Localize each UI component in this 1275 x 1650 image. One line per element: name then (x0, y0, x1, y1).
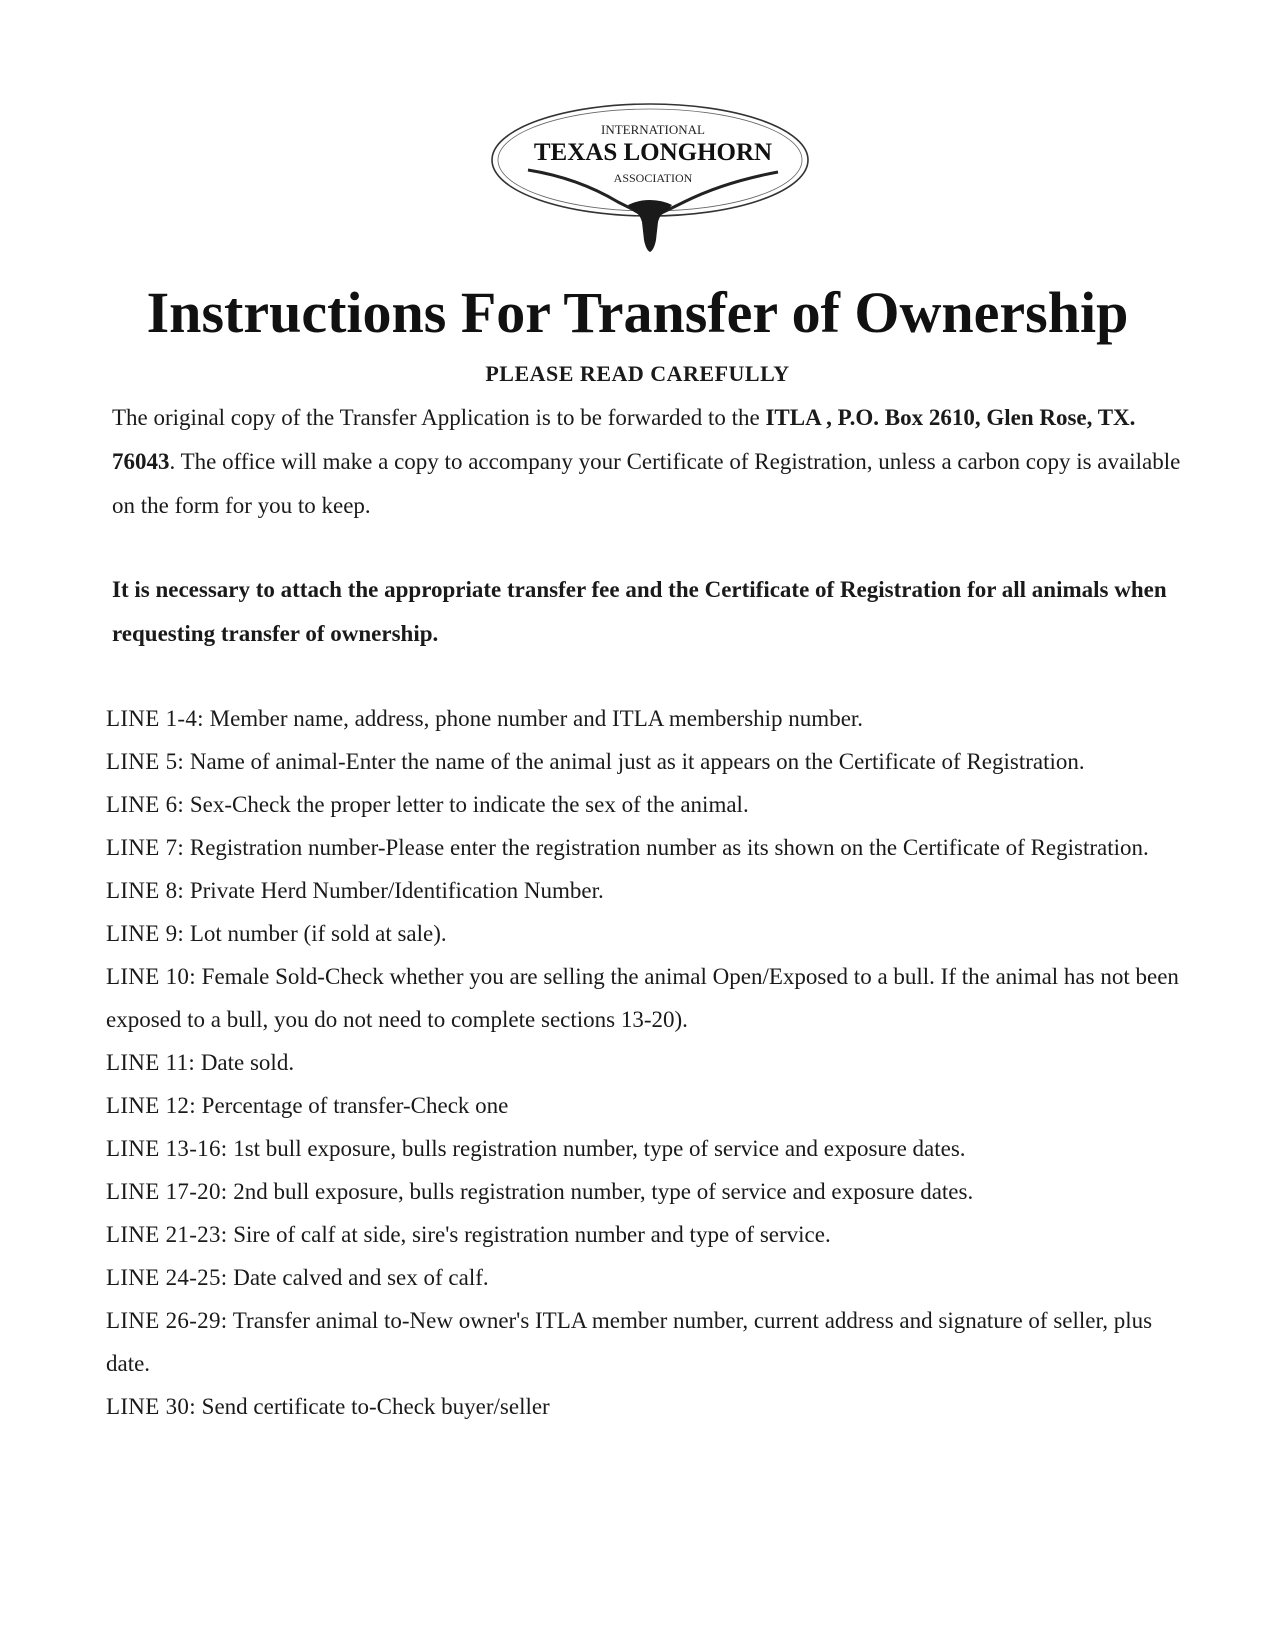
line-text: Sire of calf at side, sire's registration number and type of service. (227, 1222, 831, 1247)
line-text: Percentage of transfer-Check one (195, 1093, 509, 1118)
line-item (106, 1213, 1191, 1256)
line-item (106, 740, 1191, 783)
line-text: Sex-Check the proper letter to indicate the sex of the animal. (184, 792, 749, 817)
line-text: Private Herd Number/Identification Number. (184, 878, 604, 903)
intro-text-a: The original copy of the Transfer Application is to be forwarded to the (112, 405, 766, 430)
line-item (106, 912, 1191, 955)
intro-text-b: . The office will make a copy to accompany your Certificate of Registration, unless a carbon copy is available on the form for you to keep. (112, 449, 1181, 518)
page-subtitle: PLEASE READ CAREFULLY (485, 361, 790, 386)
line-item (106, 1385, 1191, 1428)
line-text: Lot number (if sold at sale). (184, 921, 447, 946)
line-item (106, 869, 1191, 912)
line-text: Member name, address, phone number and ITLA membership number. (203, 706, 864, 731)
line-text: Transfer animal to-New owner's ITLA member number, current address and signature of seller, plus date. (106, 1308, 1153, 1376)
logo-line1: INTERNATIONAL (601, 122, 705, 137)
line-label: LINE 30: (106, 1394, 196, 1419)
itla-logo (488, 100, 818, 300)
line-label: LINE 24-25: (106, 1265, 228, 1290)
line-label: LINE 12: (106, 1093, 196, 1118)
logo-line2: TEXAS LONGHORN (533, 139, 773, 166)
line-item (106, 1127, 1191, 1170)
line-text: Date calved and sex of calf. (227, 1265, 489, 1290)
logo-line3: ASSOCIATION (613, 171, 693, 185)
line-item (106, 1256, 1191, 1299)
line-label: LINE 26-29: (106, 1308, 228, 1333)
line-label: LINE 1-4: (106, 706, 204, 731)
line-item (106, 1084, 1191, 1127)
line-item (106, 1170, 1191, 1213)
line-text: 1st bull exposure, bulls registration number, type of service and exposure dates. (227, 1136, 966, 1161)
line-item (106, 1041, 1191, 1084)
line-text: Date sold. (195, 1050, 295, 1075)
office-address: ITLA , P.O. Box 2610, Glen Rose, TX. 76043 (112, 405, 1136, 474)
line-label: LINE 9: (106, 921, 185, 946)
notice-paragraph: It is necessary to attach the appropriate transfer fee and the Certificate of Registration for all animals when requesting transfer of ownership. (112, 577, 1167, 646)
line-text: 2nd bull exposure, bulls registration number, type of service and exposure dates. (227, 1179, 974, 1204)
line-text: Name of animal-Enter the name of the animal just as it appears on the Certificate of Registration. (184, 749, 1085, 774)
line-text: Female Sold-Check whether you are selling the animal Open/Exposed to a bull. If the animal has not been exposed to a bull, you do not need to complete sections 13-20). (106, 964, 1179, 1032)
line-item (106, 783, 1191, 826)
line-text: Registration number-Please enter the registration number as its shown on the Certificate of Registration. (184, 835, 1149, 860)
line-label: LINE 7: (106, 835, 185, 860)
line-label: LINE 8: (106, 878, 185, 903)
line-text: Send certificate to-Check buyer/seller (195, 1394, 550, 1419)
intro-paragraph (112, 396, 1192, 528)
line-label: LINE 17-20: (106, 1179, 228, 1204)
line-label: LINE 5: (106, 749, 185, 774)
line-label: LINE 11: (106, 1050, 196, 1075)
line-label: LINE 13-16: (106, 1136, 228, 1161)
line-item (106, 955, 1191, 1041)
line-label: LINE 10: (106, 964, 196, 989)
line-instructions-list (106, 697, 1191, 1428)
page-title: Instructions For Transfer of Ownership (146, 280, 1129, 345)
line-item (106, 826, 1191, 869)
line-label: LINE 21-23: (106, 1222, 228, 1247)
line-item (106, 697, 1191, 740)
line-label: LINE 6: (106, 792, 185, 817)
line-item (106, 1299, 1191, 1385)
